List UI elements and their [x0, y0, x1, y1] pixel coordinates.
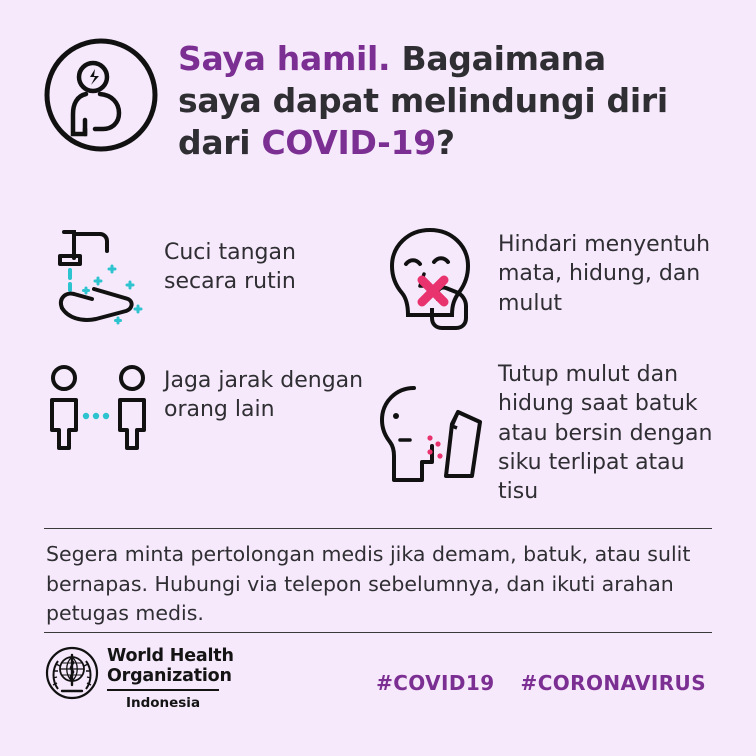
no-touch-face-icon [372, 222, 490, 334]
cover-cough-tissue-icon [372, 382, 490, 486]
title-accent-part: Saya hamil. [178, 39, 391, 78]
title-line-2: saya dapat melindungi diri [178, 81, 668, 121]
who-org-line-1: World Health [107, 646, 234, 666]
physical-distancing-icon [42, 360, 154, 456]
hashtag-covid19: #COVID19 [376, 671, 495, 696]
who-wordmark [107, 645, 234, 711]
title-rest-part: Bagaimana [390, 39, 606, 78]
title-line-3-prefix: dari [178, 123, 262, 163]
tip-avoid-touching-face [372, 222, 718, 334]
hashtag-coronavirus: #CORONAVIRUS [520, 671, 706, 696]
title-line-3-suffix: ? [435, 123, 455, 163]
tip-wash-hands [42, 222, 372, 334]
tips-grid [42, 222, 718, 506]
divider-bottom [44, 632, 712, 633]
tips-row-2 [42, 360, 718, 506]
footer [44, 645, 712, 711]
advisory-text: Segera minta pertolongan medis jika demam, batuk, atau sulit bernapas. Hubungi via telepon sebelumnya, dan ikuti arahan petugas medis. [46, 542, 691, 626]
pregnant-person-in-circle-icon [42, 36, 160, 154]
tip-label: Hindari menyentuh mata, hidung, dan mulut [498, 232, 711, 316]
who-country-label: Indonesia [125, 695, 201, 712]
who-logo [44, 645, 234, 711]
tip-cover-cough [372, 360, 718, 506]
tip-label: Jaga jarak dengan orang lain [164, 368, 364, 423]
title-covid-term: COVID-19 [261, 123, 436, 163]
divider-top [44, 528, 712, 529]
page-title [178, 30, 668, 165]
handwashing-icon [42, 222, 154, 334]
tips-row-1 [42, 222, 718, 334]
who-emblem-icon [44, 645, 100, 701]
who-org-line-2: Organization [107, 665, 232, 686]
tip-physical-distancing [42, 360, 372, 506]
tip-label: Tutup mulut dan hidung saat batuk atau bersin dengan siku terlipat atau tisu [498, 362, 713, 504]
hashtag-group [376, 661, 712, 695]
who-rule [107, 689, 219, 691]
tip-label: Cuci tangan secara rutin [164, 240, 296, 295]
header [0, 0, 756, 165]
